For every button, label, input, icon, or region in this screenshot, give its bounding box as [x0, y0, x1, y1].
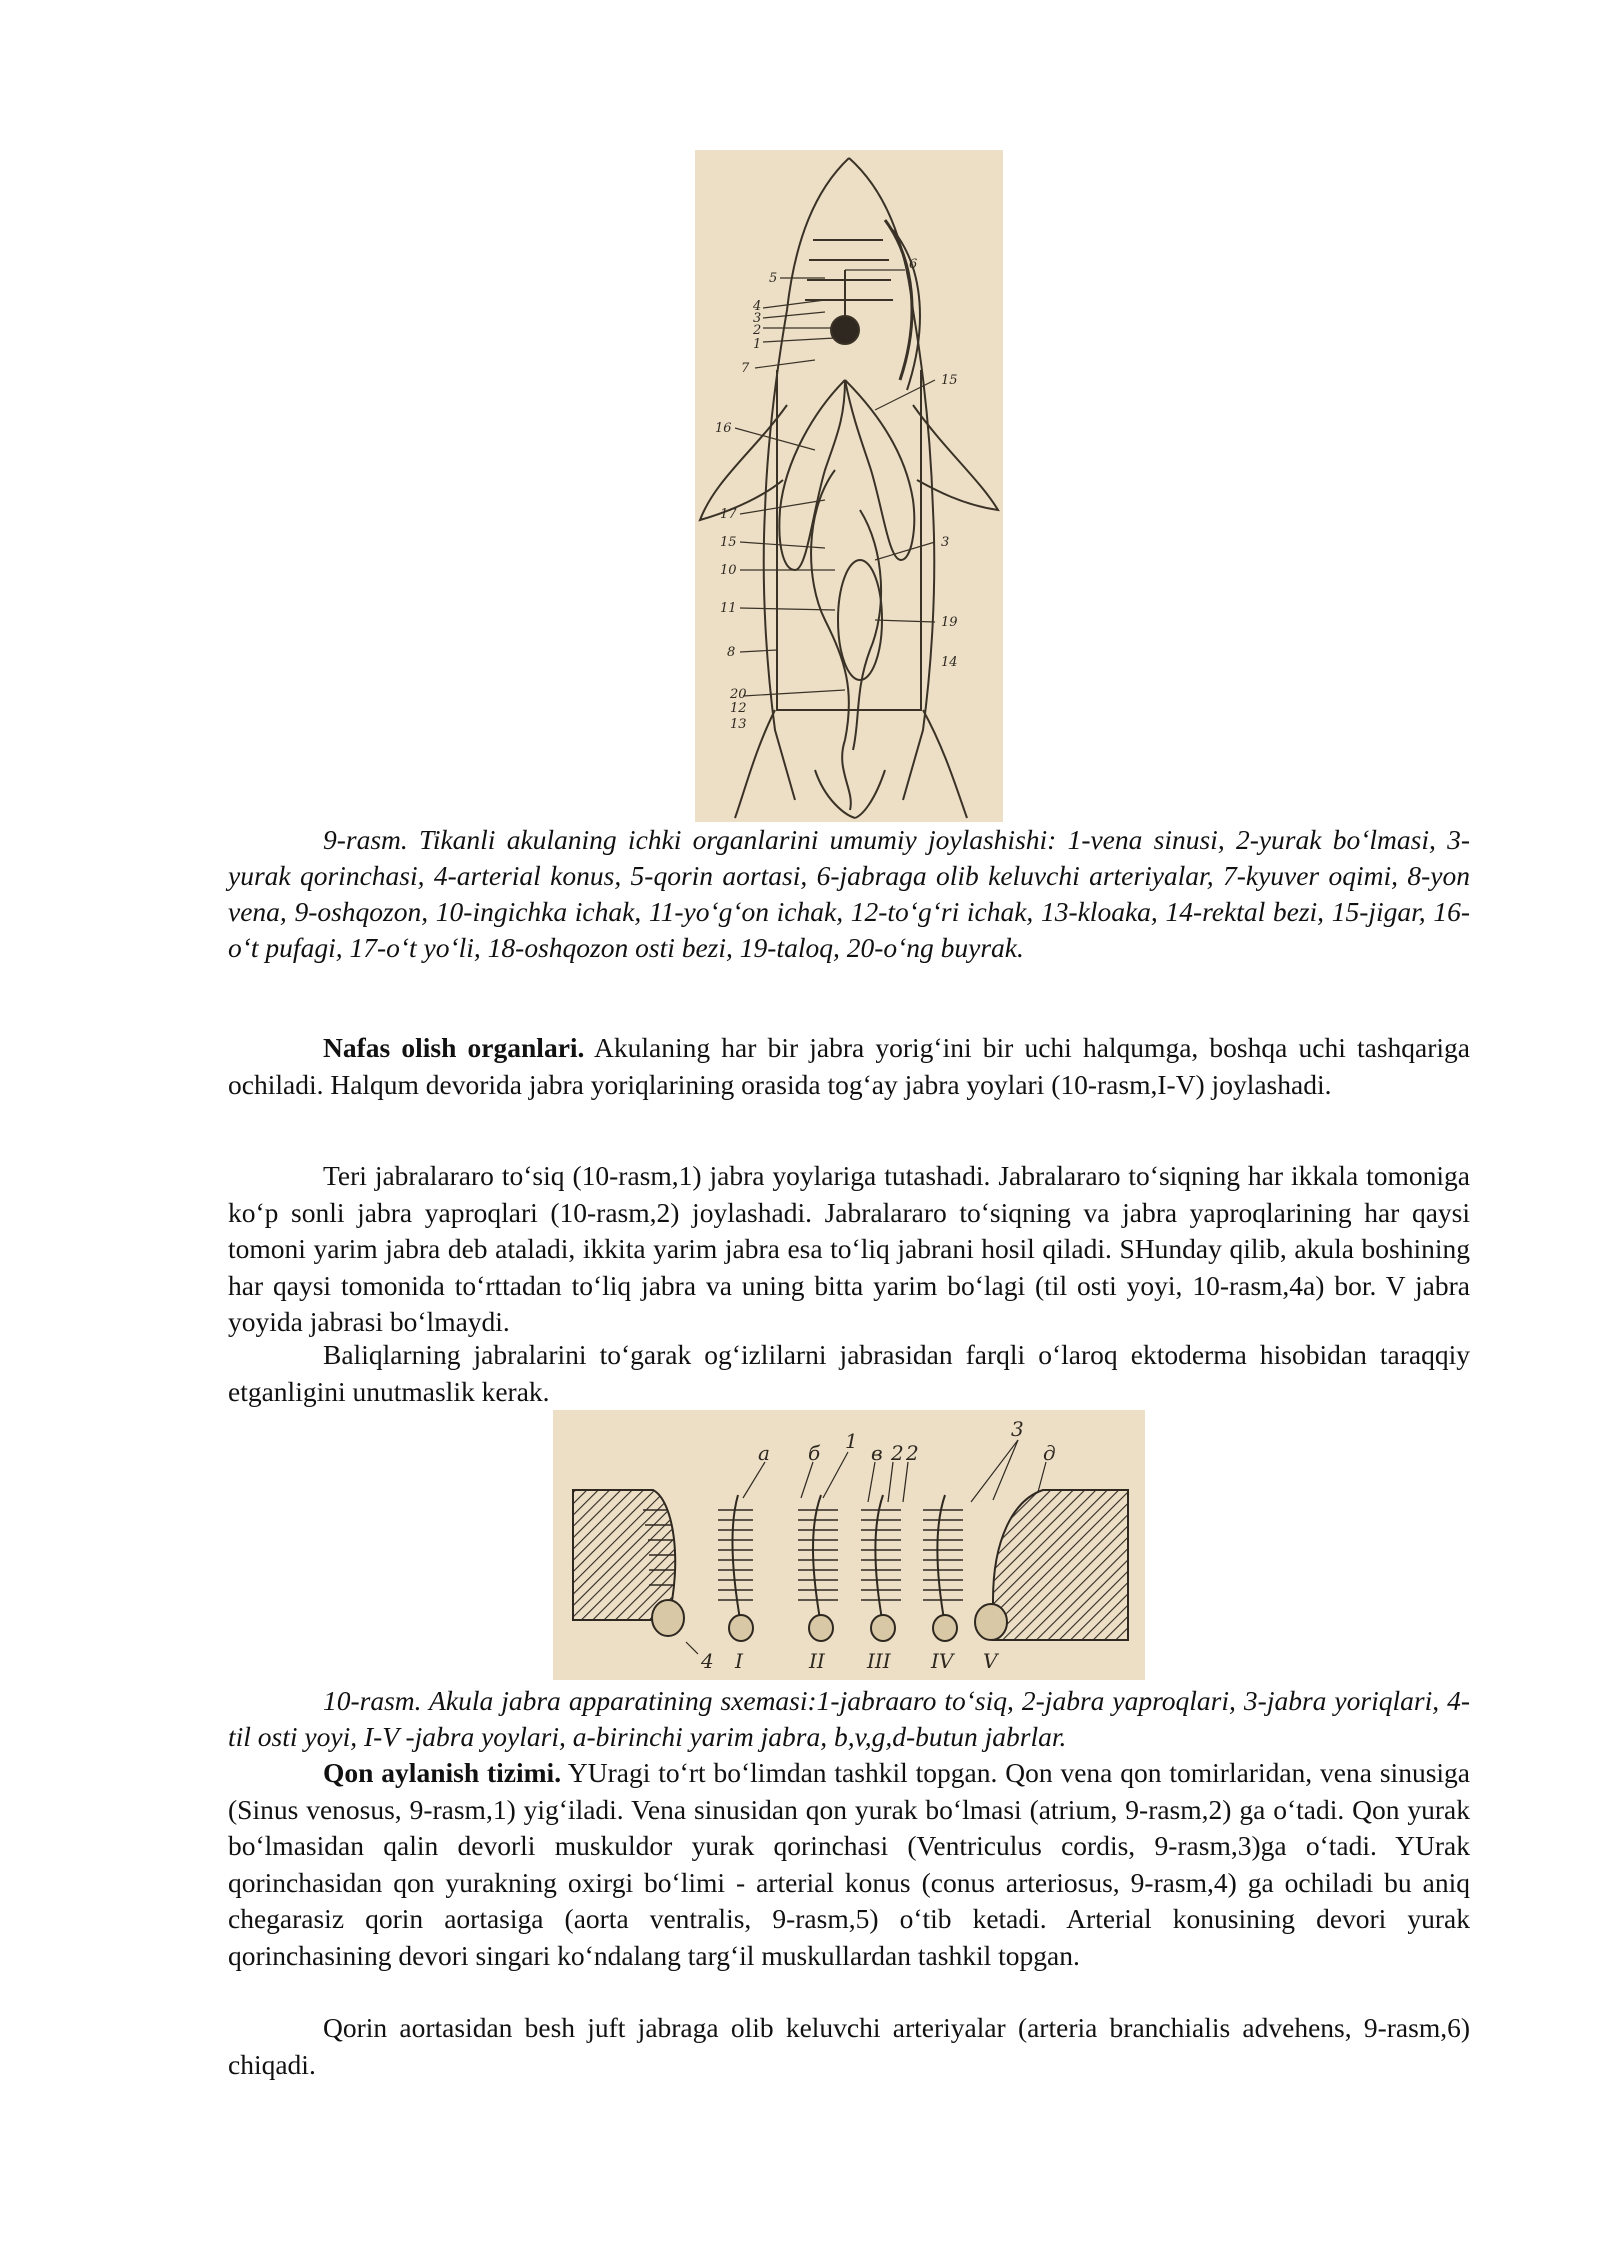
fig9-label-1: 1 [753, 337, 762, 352]
shark-anatomy-illustration [695, 150, 1003, 822]
fig10-label-d: д [1043, 1441, 1056, 1465]
circulation-heading: Qon aylanish tizimi. [323, 1757, 562, 1788]
fig9-label-19: 19 [941, 615, 958, 630]
fig10-label-2a: 2 [891, 1441, 904, 1465]
fig9-label-12: 12 [730, 701, 747, 716]
breathing-text-1: Akulaning har bir jabra yorig‘ini bir uchi halqumga, boshqa uchi tashqariga ochiladi. Halqum devorida jabra yoriqlarining orasida tog‘ay jabra yoylari (10-rasm,I-V) joylashadi. [228, 1032, 1470, 1100]
fig10-label-IV: IV [931, 1649, 954, 1673]
fig9-label-3-right: 3 [941, 535, 950, 550]
fig9-label-6: 6 [909, 257, 918, 272]
breathing-paragraph-3: Baliqlarning jabralarini to‘garak og‘izlilarni jabrasidan farqli o‘laroq ektoderma hisobidan taraqqiy etganligini unutmaslik kerak. [228, 1339, 1470, 1407]
fig10-label-b: б [808, 1441, 821, 1465]
fig9-label-20: 20 [730, 687, 747, 702]
fig9-label-16: 16 [715, 421, 732, 436]
fig10-label-1: 1 [845, 1429, 858, 1453]
figure-10-image [553, 1410, 1145, 1680]
fig9-label-14: 14 [941, 655, 958, 670]
gill-apparatus-illustration [553, 1410, 1145, 1680]
breathing-paragraph-2: Teri jabralararo to‘siq (10-rasm,1) jabra yoylariga tutashadi. Jabralararo to‘siqning har ikkala tomoniga ko‘p sonli jabra yaproqlari (10-rasm,2) joylashadi. Jabralararo to‘siqning va jabra yaproqlarining har qaysi tomoni yarim jabra deb ataladi, ikkita yarim jabra esa to‘liq jabrani hosil qiladi. SHunday qilib, akula boshining har qaysi tomonida to‘rttadan to‘liq jabra va uning bitta yarim bo‘lagi (til osti yoyi, 10-rasm,4a) bor. V jabra yoyida jabrasi bo‘lmaydi. [228, 1160, 1470, 1337]
fig9-label-10: 10 [720, 563, 737, 578]
fig9-label-13: 13 [730, 717, 747, 732]
fig10-label-II: II [809, 1649, 825, 1673]
fig9-label-11: 11 [720, 601, 737, 616]
fig9-label-7: 7 [741, 361, 750, 376]
circulation-paragraph-1 [228, 1755, 1470, 1974]
circulation-text-1: YUragi to‘rt bo‘limdan tashkil topgan. Qon vena qon tomirlaridan, vena sinusiga (Sinus venosus, 9-rasm,1) yig‘iladi. Vena sinusidan qon yurak bo‘lmasi (atrium, 9-rasm,2) ga o‘tadi. Qon yurak bo‘lmasidan qalin devorli muskuldor yurak qorinchasi (Ventriculus cordis, 9-rasm,3)ga o‘tadi. YUrak qorinchasidan qon yurakning oxirgi bo‘limi - arterial konus (conus arteriosus, 9-rasm,4) ga ochiladi bu aniq chegarasiz qorin aortasiga (aorta ventralis, 9-rasm,5) o‘tib ketadi. Arterial konusining devori yurak qorinchasining devori singari ko‘ndalang targ‘il muskullardan tashkil topgan. [228, 1757, 1470, 1971]
fig10-label-V: V [983, 1649, 998, 1673]
circulation-paragraph-2: Qorin aortasidan besh juft jabraga olib keluvchi arteriyalar (arteria branchialis advehens, 9-rasm,6) chiqadi. [228, 2012, 1470, 2080]
fig10-label-a: a [758, 1441, 770, 1465]
fig9-label-15-left: 15 [720, 535, 737, 550]
figure-9-image [695, 150, 1003, 822]
fig10-label-4: 4 [701, 1649, 714, 1673]
breathing-paragraph-1 [228, 1030, 1470, 1103]
fig10-label-3: 3 [1011, 1417, 1024, 1441]
figure-10-caption [228, 1683, 1470, 1755]
breathing-heading: Nafas olish organlari. [323, 1032, 585, 1063]
fig9-label-3: 3 [753, 311, 762, 326]
fig9-label-15-right: 15 [941, 373, 958, 388]
fig10-label-2b: 2 [906, 1441, 919, 1465]
fig9-label-2: 2 [753, 323, 762, 338]
fig9-label-5: 5 [769, 271, 778, 286]
figure-10-caption-text: 10-rasm. Akula jabra apparatining sxemasi:1-jabraaro to‘siq, 2-jabra yaproqlari, 3-jabra yoriqlari, 4-til osti yoyi, I-V -jabra yoylari, a-birinchi yarim jabra, b,v,g,d-butun jabrlar. [228, 1685, 1470, 1752]
fig10-label-I: I [735, 1649, 743, 1673]
fig9-label-8: 8 [727, 645, 736, 660]
figure-9-caption-text: 9-rasm. Tikanli akulaning ichki organlarini umumiy joylashishi: 1-vena sinusi, 2-yurak bo‘lmasi, 3-yurak qorinchasi, 4-arterial konus, 5-qorin aortasi, 6-jabraga olib keluvchi arteriyalar, 7-kyuver oqimi, 8-yon vena, 9-oshqozon, 10-ingichka ichak, 11-yo‘g‘on ichak, 12-to‘g‘ri ichak, 13-kloaka, 14-rektal bezi, 15-jigar, 16-o‘t pufagi, 17-o‘t yo‘li, 18-oshqozon osti bezi, 19-taloq, 20-o‘ng buyrak. [228, 824, 1470, 963]
figure-9-caption [228, 822, 1470, 966]
fig9-label-17: 17 [720, 507, 737, 522]
fig9-label-4: 4 [753, 299, 762, 314]
fig10-label-III: III [867, 1649, 891, 1673]
fig10-label-v: в [871, 1441, 883, 1465]
